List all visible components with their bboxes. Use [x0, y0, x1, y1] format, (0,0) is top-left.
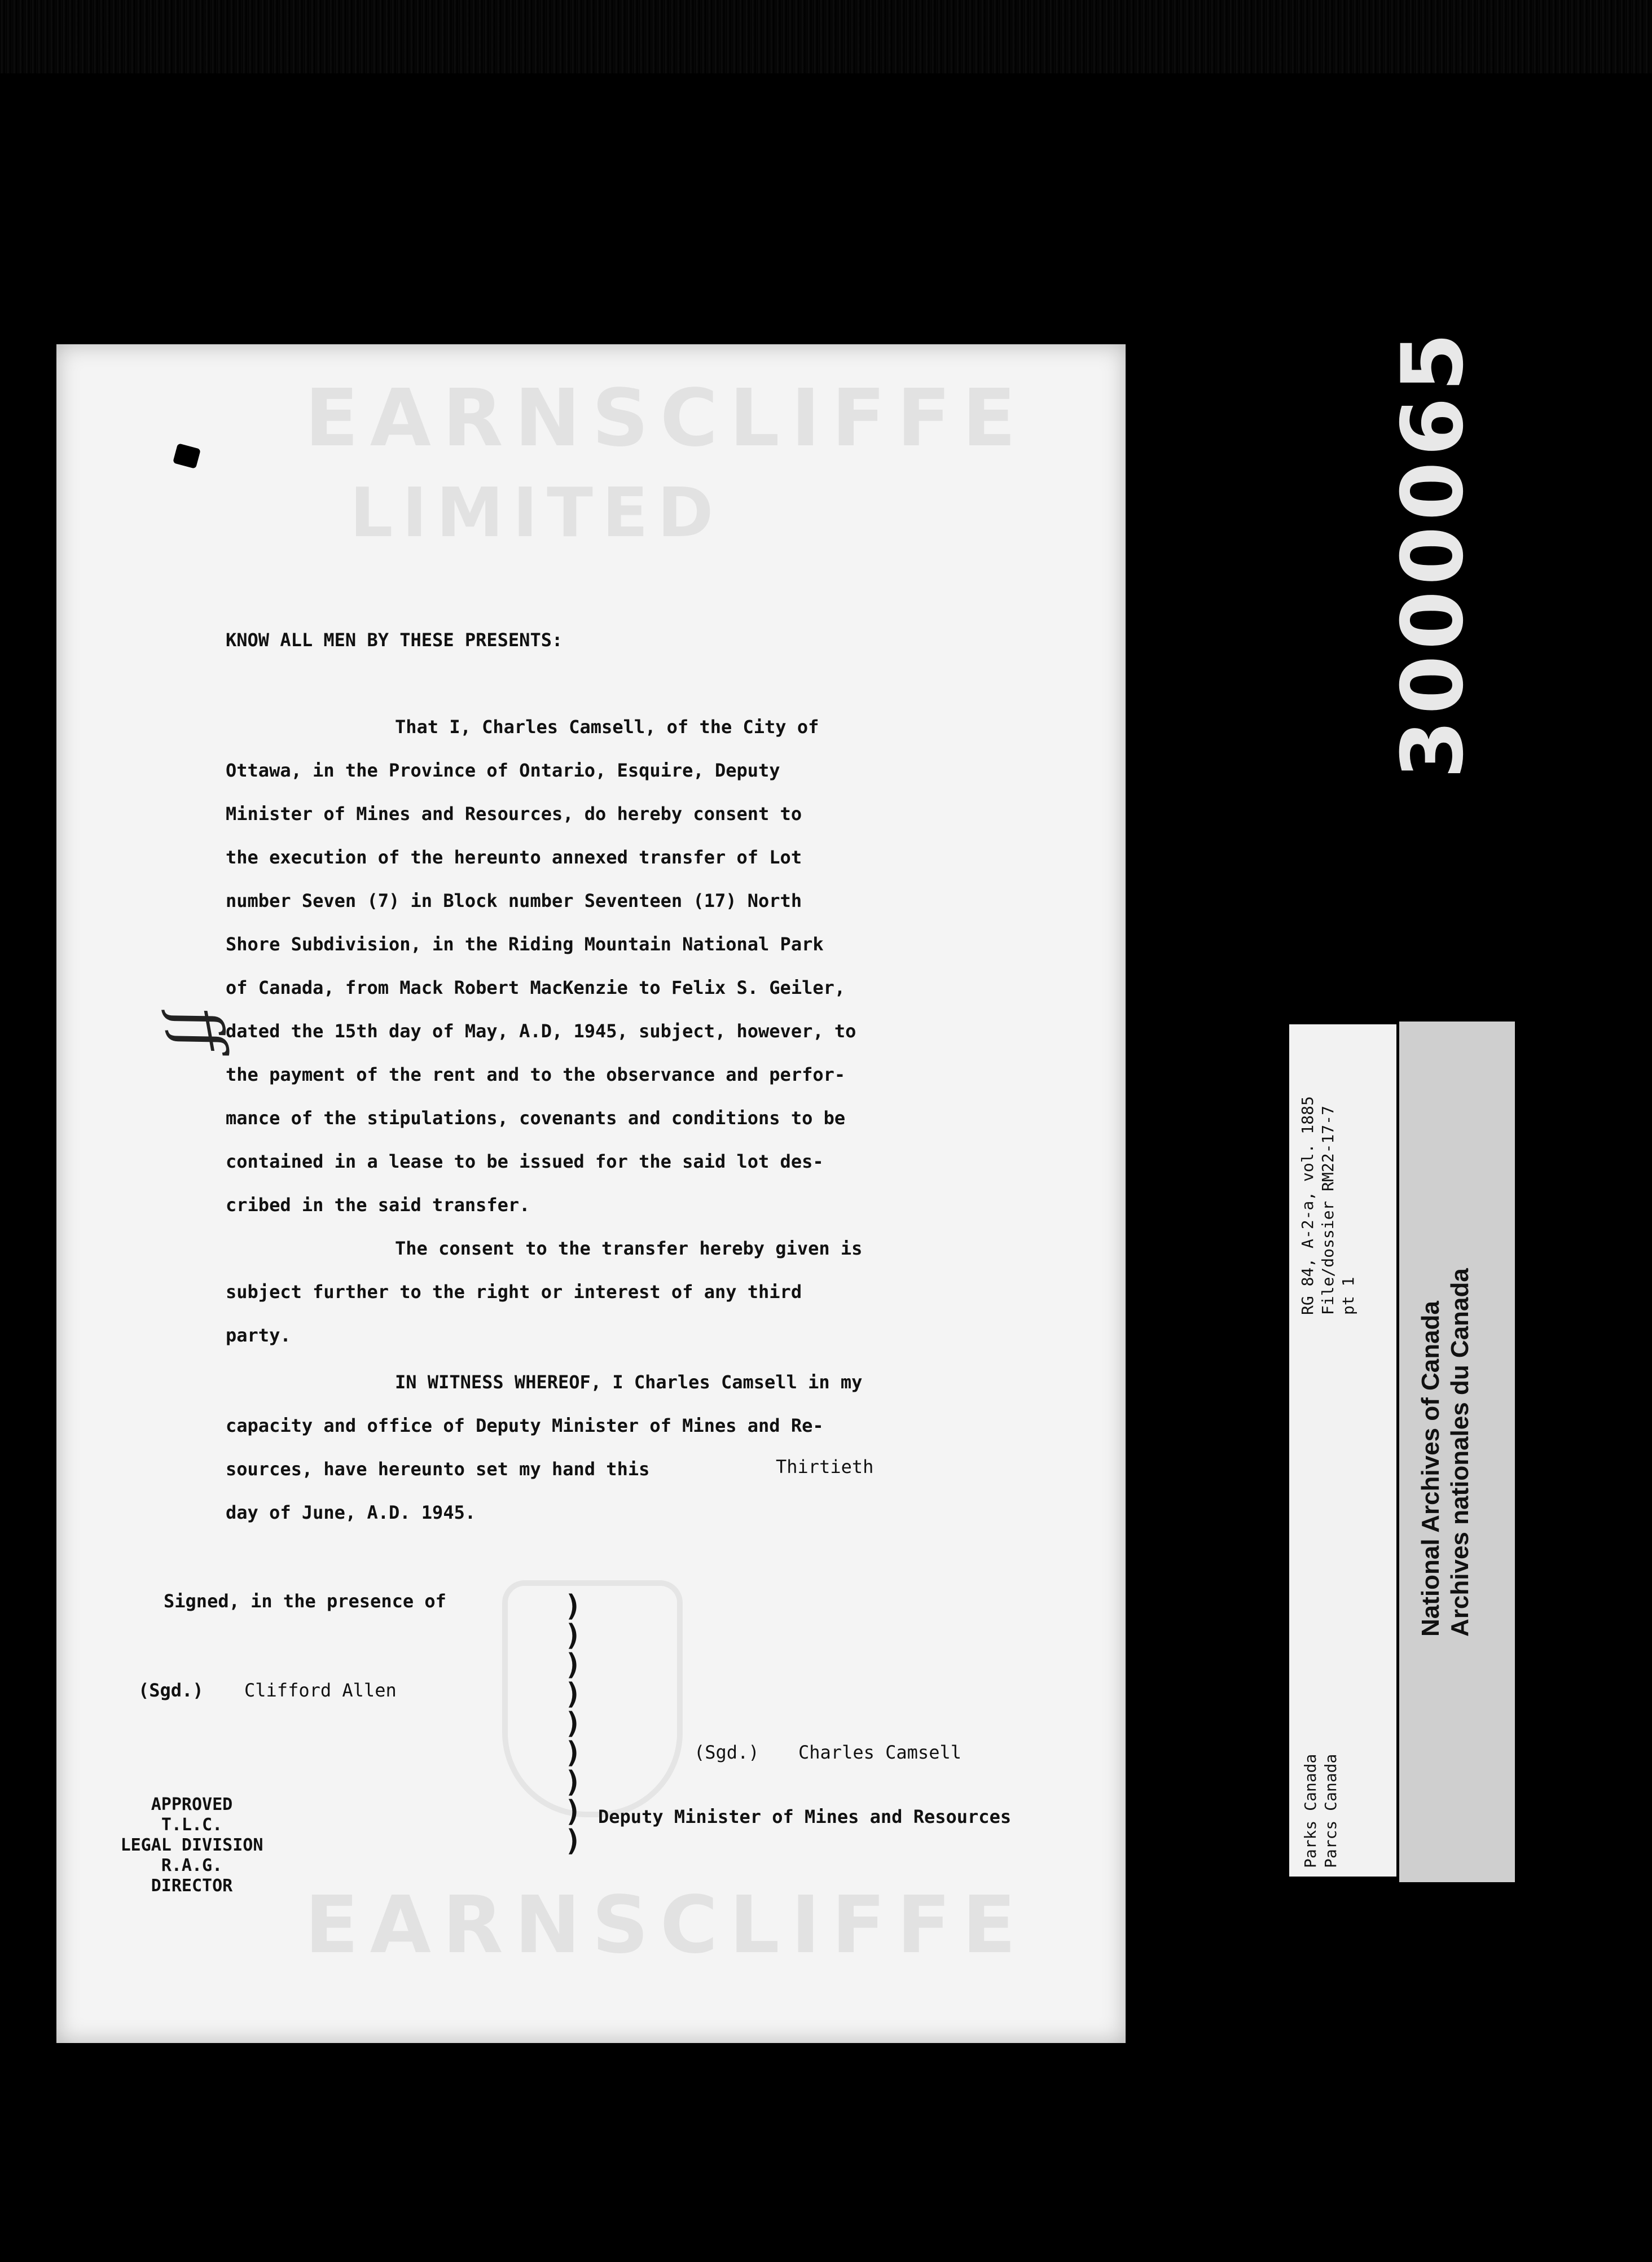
paragraph-line: dated the 15th day of May, A.D, 1945, subject, however, to [226, 1020, 856, 1042]
paragraph-line: That I, Charles Camsell, of the City of [395, 716, 819, 738]
watermark-seal [502, 1580, 683, 1817]
paragraph-line: of Canada, from Mack Robert MacKenzie to Felix S. Geiler, [226, 977, 846, 998]
watermark-bottom: EARNSCLIFFE [305, 1879, 1027, 1971]
frame-number: 3000065 [1384, 327, 1482, 779]
witness-line-4: day of June, A.D. 1945. [226, 1502, 476, 1523]
agency-names [1300, 1687, 1341, 1868]
paragraph-line: mance of the stipulations, covenants and conditions to be [226, 1107, 846, 1129]
document-sheet [56, 344, 1126, 2043]
punch-hole-mark [173, 443, 201, 469]
signed-presence-label: Signed, in the presence of [164, 1590, 446, 1612]
paragraph-line: Shore Subdivision, in the Riding Mountain National Park [226, 933, 824, 955]
reference-line: File/dossier RM22-17-7 [1319, 1106, 1337, 1315]
paragraph-line: the execution of the hereunto annexed transfer of Lot [226, 847, 802, 868]
witness-name: Clifford Allen [244, 1680, 397, 1701]
consent-line: subject further to the right or interest of any third [226, 1281, 802, 1303]
signer-name: Charles Camsell [798, 1742, 961, 1763]
stamp-line: APPROVED [151, 1795, 233, 1814]
consent-line: party. [226, 1325, 291, 1346]
document-heading: KNOW ALL MEN BY THESE PRESENTS: [226, 629, 563, 651]
stamp-line: R.A.G. [161, 1856, 223, 1875]
stamp-line: T.L.C. [161, 1815, 223, 1835]
paragraph-line: contained in a lease to be issued for the said lot des- [226, 1151, 824, 1172]
witness-line-2: capacity and office of Deputy Minister of Mines and Re- [226, 1415, 824, 1436]
agency-line: Parcs Canada [1321, 1754, 1340, 1868]
watermark-top-secondary: LIMITED [350, 474, 723, 553]
stamp-line: LEGAL DIVISION [120, 1835, 263, 1855]
witness-day-typed: Thirtieth [776, 1456, 874, 1478]
paragraph-line: number Seven (7) in Block number Seventeen (17) North [226, 890, 802, 911]
witness-line-3: sources, have hereunto set my hand this [226, 1458, 650, 1480]
witness-sgd: (Sgd.) [138, 1680, 204, 1701]
consent-paragraph [226, 705, 1061, 1357]
paragraph-line: Minister of Mines and Resources, do hereby consent to [226, 803, 802, 825]
archive-reference [1298, 1033, 1359, 1315]
witness-line-1: IN WITNESS WHEREOF, I Charles Camsell in my [395, 1371, 863, 1393]
archive-line: National Archives of Canada [1417, 1301, 1444, 1637]
signer-sgd: (Sgd.) [694, 1742, 759, 1763]
archive-line: Archives nationales du Canada [1446, 1268, 1474, 1637]
agency-line: Parks Canada [1301, 1754, 1320, 1868]
signer-title: Deputy Minister of Mines and Resources [598, 1806, 1012, 1827]
paragraph-line: the payment of the rent and to the observance and perfor- [226, 1064, 846, 1085]
reference-line: pt 1 [1339, 1277, 1357, 1315]
handwritten-initials: ff [160, 1001, 239, 1058]
film-edge-noise [0, 0, 1652, 73]
stamp-line: DIRECTOR [151, 1876, 233, 1896]
paragraph-line: cribed in the said transfer. [226, 1194, 530, 1216]
archive-names [1416, 1264, 1475, 1637]
paragraph-line: Ottawa, in the Province of Ontario, Esquire, Deputy [226, 760, 780, 781]
signature-bracket: ) ) ) ) ) ) ) ) ) [564, 1589, 582, 1858]
reference-line: RG 84, A-2-a, vol. 1885 [1298, 1096, 1317, 1315]
consent-line: The consent to the transfer hereby given is [395, 1238, 863, 1259]
approval-stamp [79, 1795, 305, 1896]
watermark-top: EARNSCLIFFE [305, 372, 1027, 464]
